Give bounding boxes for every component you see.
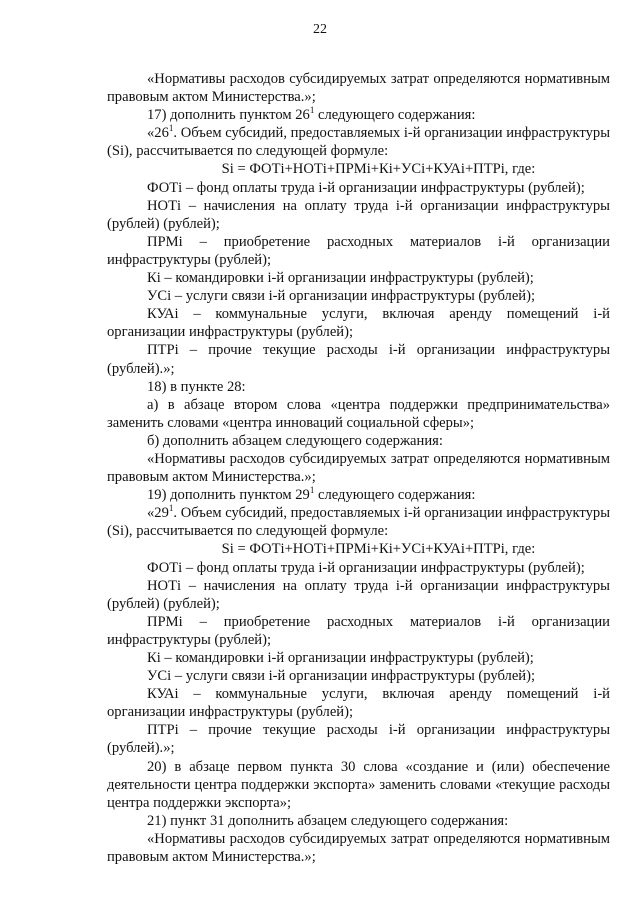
document-paragraph [107, 106, 610, 124]
document-paragraph: ФОТi – фонд оплаты труда i-й организации инфраструктуры (рублей); [147, 559, 585, 576]
document-paragraph [107, 504, 610, 540]
document-paragraph: «Нормативы расходов субсидируемых затрат определяются нормативным правовым актом Министерства.»; [107, 830, 610, 866]
paragraph-text: . Объем субсидий, предоставляемых i-й организации инфраструктуры (Si), рассчитывается по следующей формуле: [107, 505, 610, 540]
document-paragraph: «Нормативы расходов субсидируемых затрат определяются нормативным правовым актом Министерства.»; [107, 450, 610, 486]
document-paragraph: ПРМi – приобретение расходных материалов i-й организации инфраструктуры (рублей); [107, 233, 610, 268]
superscript: 1 [309, 485, 315, 496]
document-paragraph: ПРМi – приобретение расходных материалов i-й организации инфраструктуры (рублей); [107, 613, 610, 648]
paragraph-text: 17) дополнить пунктом 26 [147, 107, 310, 124]
document-paragraph [107, 124, 610, 160]
superscript: 1 [309, 105, 315, 116]
document-paragraph: КУАi – коммунальные услуги, включая аренду помещений i-й организации инфраструктуры (рублей); [107, 306, 610, 341]
superscript: 1 [168, 123, 174, 134]
document-paragraph: а) в абзаце втором слова «центра поддержки предпринимательства» заменить словами «центра инноваций социальной сферы»; [107, 396, 610, 431]
paragraph-text: следующего содержания: [314, 487, 476, 504]
paragraph-text: 19) дополнить пунктом 29 [147, 487, 310, 504]
document-paragraph: «Нормативы расходов субсидируемых затрат определяются нормативным правовым актом Министерства.»; [107, 71, 610, 106]
document-paragraph: УСi – услуги связи i-й организации инфраструктуры (рублей); [147, 288, 536, 305]
document-paragraph: КУАi – коммунальные услуги, включая аренду помещений i-й организации инфраструктуры (рублей); [107, 686, 610, 721]
paragraph-text: «26 [147, 125, 169, 142]
document-paragraph: ФОТi – фонд оплаты труда i-й организации инфраструктуры (рублей); [147, 179, 585, 196]
document-paragraph: НОТi – начисления на оплату труда i-й организации инфраструктуры (рублей) (рублей); [107, 577, 610, 612]
document-body [107, 70, 610, 866]
formula-line: Si = ФОТi+НОТi+ПРМi+Кi+УСi+КУАi+ПТРi, где: [221, 541, 536, 558]
page-number: 22 [313, 22, 327, 37]
document-paragraph: 20) в абзаце первом пункта 30 слова «создание и (или) обеспечение деятельности центра поддержки экспорта» заменить словами «текущие расходы центра поддержки экспорта»; [107, 758, 610, 811]
formula-line: Si = ФОТi+НОТi+ПРМi+Кi+УСi+КУАi+ПТРi, где: [221, 161, 536, 178]
paragraph-text: следующего содержания: [314, 107, 476, 124]
document-paragraph: 21) пункт 31 дополнить абзацем следующего содержания: [147, 812, 509, 829]
document-paragraph: УСi – услуги связи i-й организации инфраструктуры (рублей); [147, 668, 536, 685]
document-paragraph: ПТРi – прочие текущие расходы i-й организации инфраструктуры (рублей).»; [107, 342, 610, 377]
document-paragraph: ПТРi – прочие текущие расходы i-й организации инфраструктуры (рублей).»; [107, 722, 610, 757]
document-paragraph: 18) в пункте 28: [147, 378, 246, 395]
superscript: 1 [168, 503, 174, 514]
paragraph-text: «29 [147, 505, 169, 522]
document-paragraph [107, 486, 610, 504]
document-paragraph: НОТi – начисления на оплату труда i-й организации инфраструктуры (рублей) (рублей); [107, 197, 610, 232]
document-paragraph: б) дополнить абзацем следующего содержания: [147, 432, 443, 449]
paragraph-text: . Объем субсидий, предоставляемых i-й организации инфраструктуры (Si), рассчитывается по следующей формуле: [107, 125, 610, 160]
document-paragraph: Кi – командировки i-й организации инфраструктуры (рублей); [147, 650, 534, 666]
document-paragraph: Кi – командировки i-й организации инфраструктуры (рублей); [147, 270, 534, 287]
